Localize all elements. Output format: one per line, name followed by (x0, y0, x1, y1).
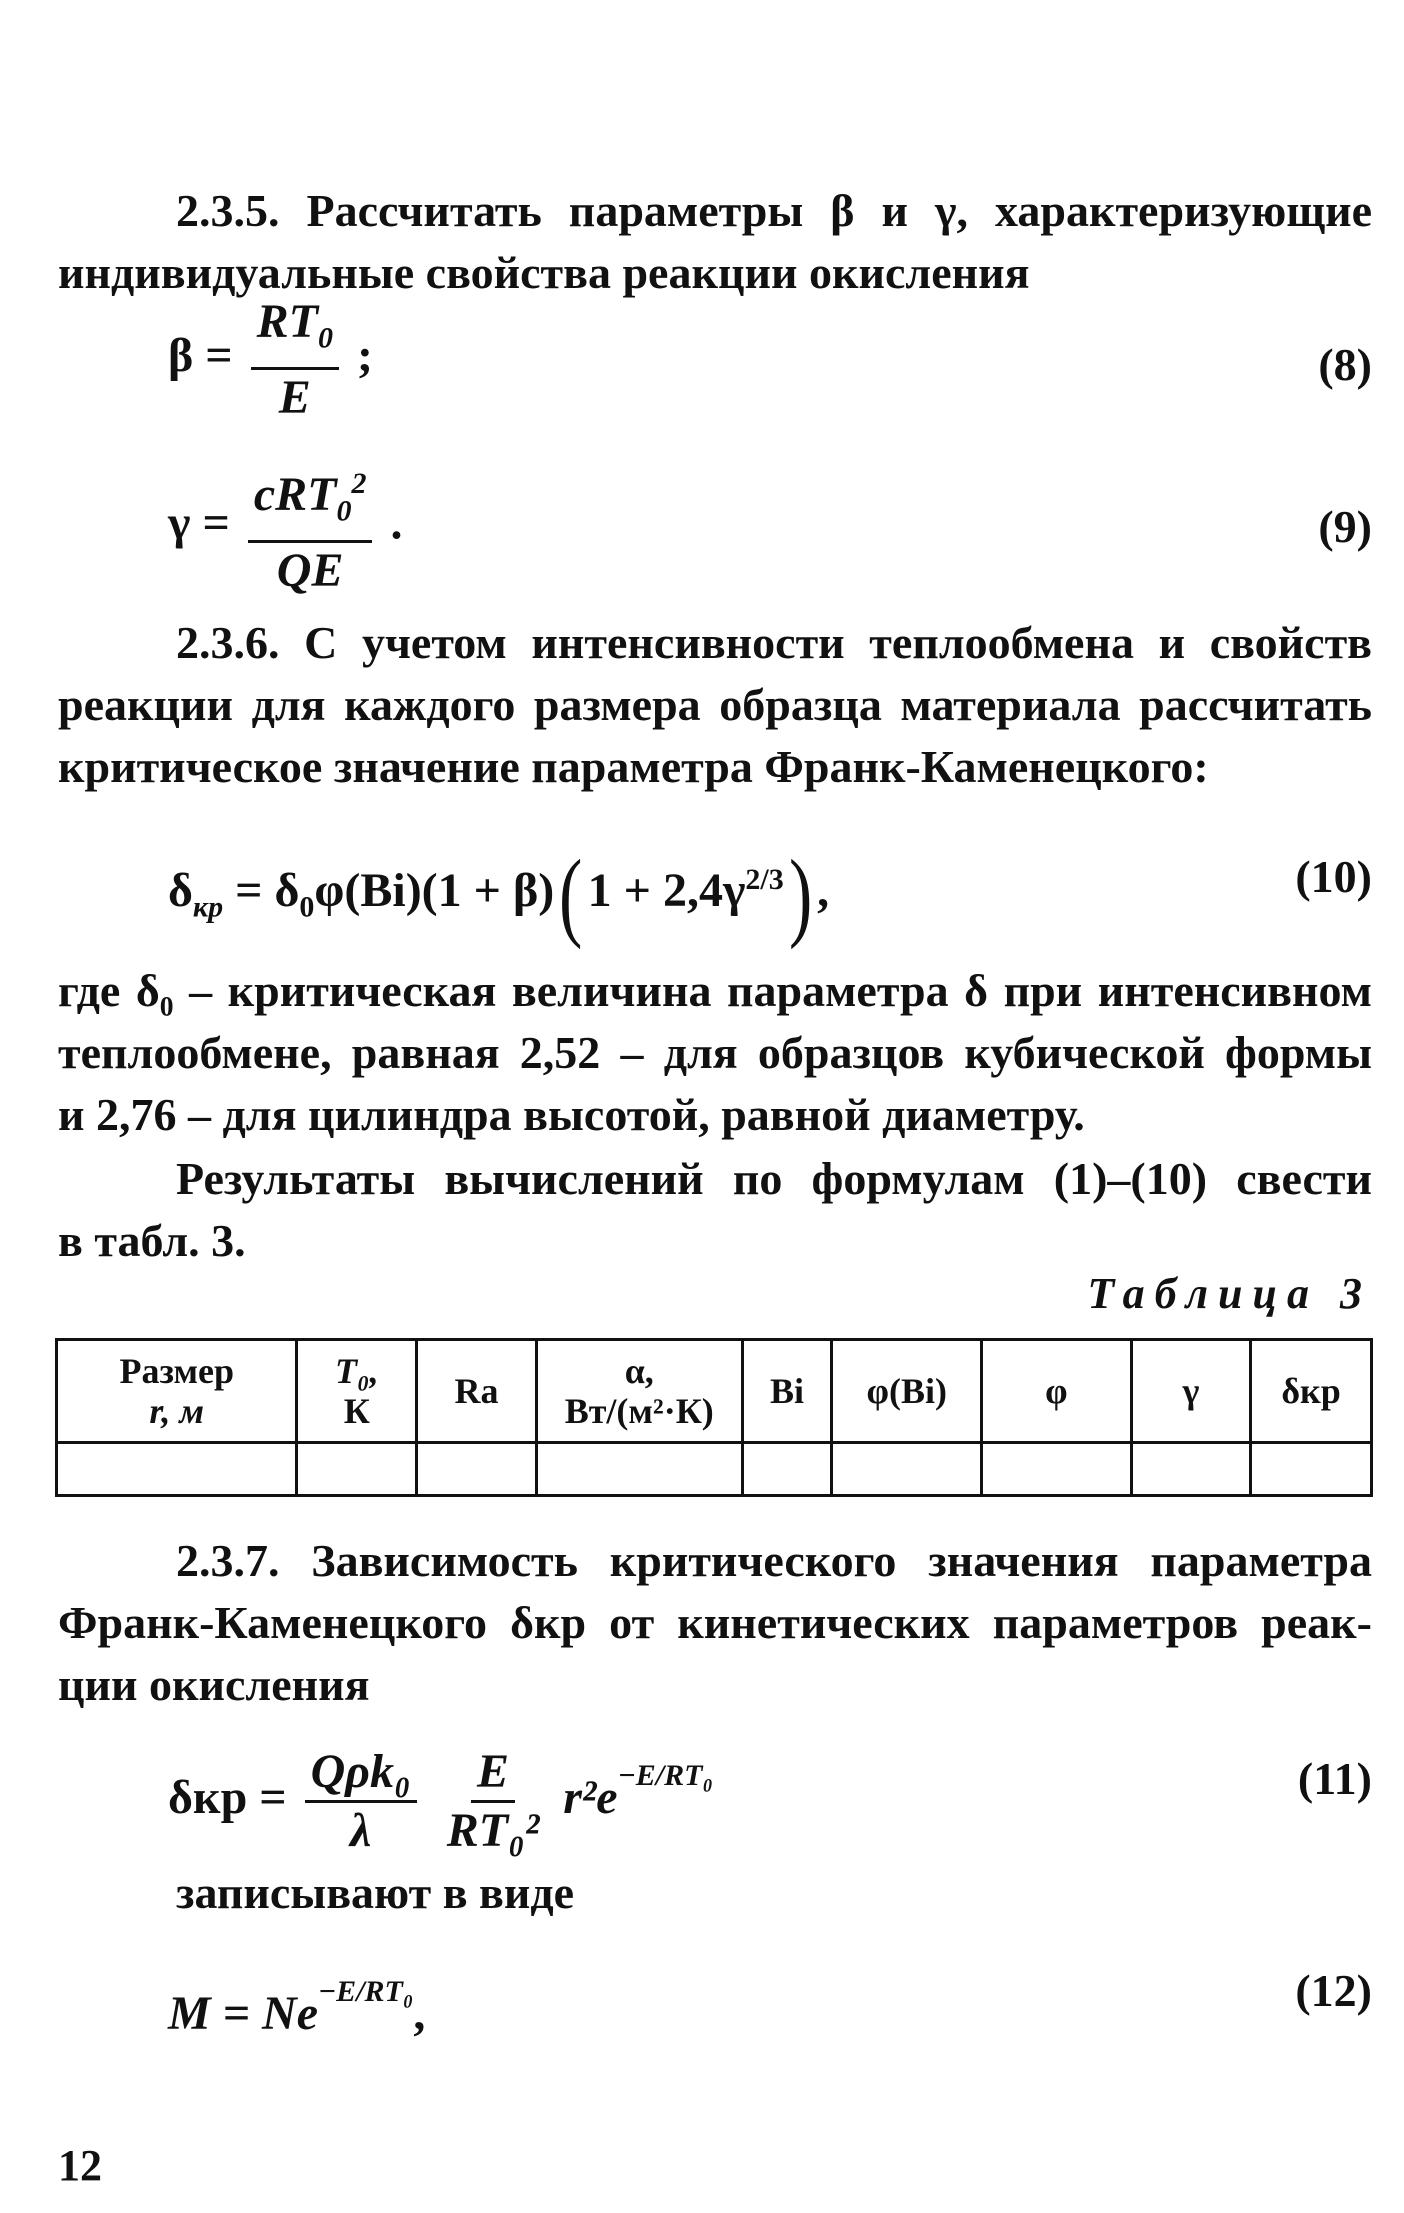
eq-mid: = δ (235, 864, 300, 917)
header-cell-alpha (536, 1340, 742, 1443)
header-cell-ra (417, 1340, 537, 1443)
eq-tail: r²e (563, 1771, 618, 1824)
subscript: 0 (317, 321, 333, 355)
equation-9 (168, 458, 403, 597)
header-text: γ (1182, 1371, 1200, 1411)
header-cell-size (57, 1340, 297, 1443)
eq-lhs: β = (168, 328, 233, 382)
fraction (251, 296, 339, 424)
paragraph-line: и 2,76 – для цилиндра высотой, равной диаметру. (58, 1089, 1085, 1140)
equation-11 (168, 1716, 713, 1858)
header-cell-bi (742, 1340, 832, 1443)
table-row-empty (57, 1443, 1372, 1496)
superscript: 2 (351, 467, 367, 500)
eq-tail: , (817, 864, 830, 917)
equation-number-12: (12) (1295, 1965, 1372, 2016)
header-text: α, (624, 1351, 654, 1391)
denominator: λ (350, 1804, 372, 1858)
table-cell (1131, 1443, 1251, 1496)
header-cell-delta-kr (1251, 1340, 1372, 1443)
left-paren: ( (559, 838, 583, 950)
header-text: δкр (1281, 1371, 1341, 1411)
subscript: 0 (299, 890, 315, 924)
paragraph-write-as (58, 1862, 1372, 1924)
table-caption: Таблица 3 (1087, 1269, 1372, 1318)
table-cell (417, 1443, 537, 1496)
paragraph-line: индивидуальные свойства реакции окисления (58, 247, 1030, 298)
header-text: Bi (770, 1371, 805, 1411)
paragraph-2-3-7 (58, 1530, 1372, 1716)
table-cell (57, 1443, 297, 1496)
fraction (305, 1746, 417, 1857)
eq-lhs: δ (168, 864, 193, 917)
eq-phi: φ(Bi)(1 + β) (314, 864, 555, 917)
paragraph-line: ции окисления (58, 1659, 370, 1710)
eq-tail: ; (356, 328, 373, 382)
eq-tail: , (413, 1987, 426, 2040)
header-cell-gamma (1131, 1340, 1251, 1443)
fraction (441, 1746, 545, 1857)
superscript: 2/3 (745, 863, 784, 896)
table-cell (832, 1443, 982, 1496)
header-subtext: К (343, 1391, 370, 1431)
paragraph-line: записывают в виде (176, 1867, 575, 1918)
numerator: RT (256, 295, 318, 348)
header-text: φ (1045, 1371, 1068, 1411)
header-cell-t0 (297, 1340, 417, 1443)
numerator: cRT (253, 468, 337, 521)
header-cell-phi (982, 1340, 1131, 1443)
table-3 (55, 1338, 1373, 1497)
equation-number-9: (9) (1318, 501, 1372, 552)
table-cell (742, 1443, 832, 1496)
equation-number-10: (10) (1295, 851, 1372, 902)
denominator: RT₀² (446, 1804, 540, 1858)
table-cell (536, 1443, 742, 1496)
header-cell-phi-bi (832, 1340, 982, 1443)
paragraph-line: в табл. 3. (58, 1215, 246, 1266)
table-cell (982, 1443, 1131, 1496)
denominator: QE (276, 543, 344, 597)
equation-number-8: (8) (1318, 339, 1372, 390)
subscript: кр (192, 890, 224, 924)
eq-lhs: M = Ne (168, 1987, 318, 2040)
subscript: 0 (336, 494, 352, 528)
equation-12 (168, 1932, 425, 2052)
fraction (248, 458, 373, 597)
header-subtext: Вт/(м²·К) (564, 1391, 714, 1431)
header-text: φ(Bi) (866, 1371, 947, 1411)
header-text: Ra (454, 1371, 499, 1411)
paragraph-line: 2.3.7. Зависимость критического значения параметра (176, 1535, 1372, 1586)
paragraph-line: Франк-Каменецкого δкр от кинетических параметров реак- (58, 1597, 1372, 1648)
paragraph-line: теплообмене, равная 2,52 – для образцов кубической формы (58, 1027, 1372, 1078)
header-text: Размер (119, 1351, 234, 1391)
table-cell (1251, 1443, 1372, 1496)
numerator: E (471, 1746, 515, 1803)
eq-tail: . (390, 496, 403, 550)
paragraph-line: где δ₀ – критическая величина параметра δ при интенсивном (58, 965, 1372, 1016)
page-number: 12 (58, 2141, 102, 2190)
table-cell (297, 1443, 417, 1496)
paragraph-results (58, 1148, 1372, 1272)
eq-inner: 1 + 2,4γ (587, 864, 746, 917)
superscript: −E/RT₀ (318, 1975, 414, 2008)
paragraph-line: реакции для каждого размера образца материала рассчитать (58, 679, 1372, 730)
paragraph-line: 2.3.5. Рассчитать параметры β и γ, характеризующие (176, 185, 1372, 236)
equation-10 (168, 820, 830, 950)
header-text: T₀, (335, 1351, 379, 1391)
denominator: E (278, 370, 311, 424)
equation-8 (168, 295, 373, 424)
eq-lhs: δкр = (168, 1771, 287, 1824)
superscript: −E/RT₀ (617, 1759, 713, 1792)
paragraph-delta0 (58, 960, 1372, 1146)
paragraph-line: Результаты вычислений по формулам (1)–(10) свести (176, 1153, 1372, 1204)
paragraph-2-3-5 (58, 180, 1372, 304)
paragraph-2-3-6 (58, 612, 1372, 798)
numerator: Qρk₀ (305, 1746, 417, 1803)
eq-lhs: γ = (168, 496, 230, 550)
table-header-row (57, 1340, 1372, 1443)
equation-number-11: (11) (1297, 1753, 1372, 1804)
header-subtext: r, м (149, 1391, 205, 1431)
right-paren: ) (788, 838, 813, 950)
paragraph-line: критическое значение параметра Франк-Каменецкого: (58, 741, 1209, 792)
paragraph-line: 2.3.6. С учетом интенсивности теплообмена и свойств (176, 617, 1372, 668)
